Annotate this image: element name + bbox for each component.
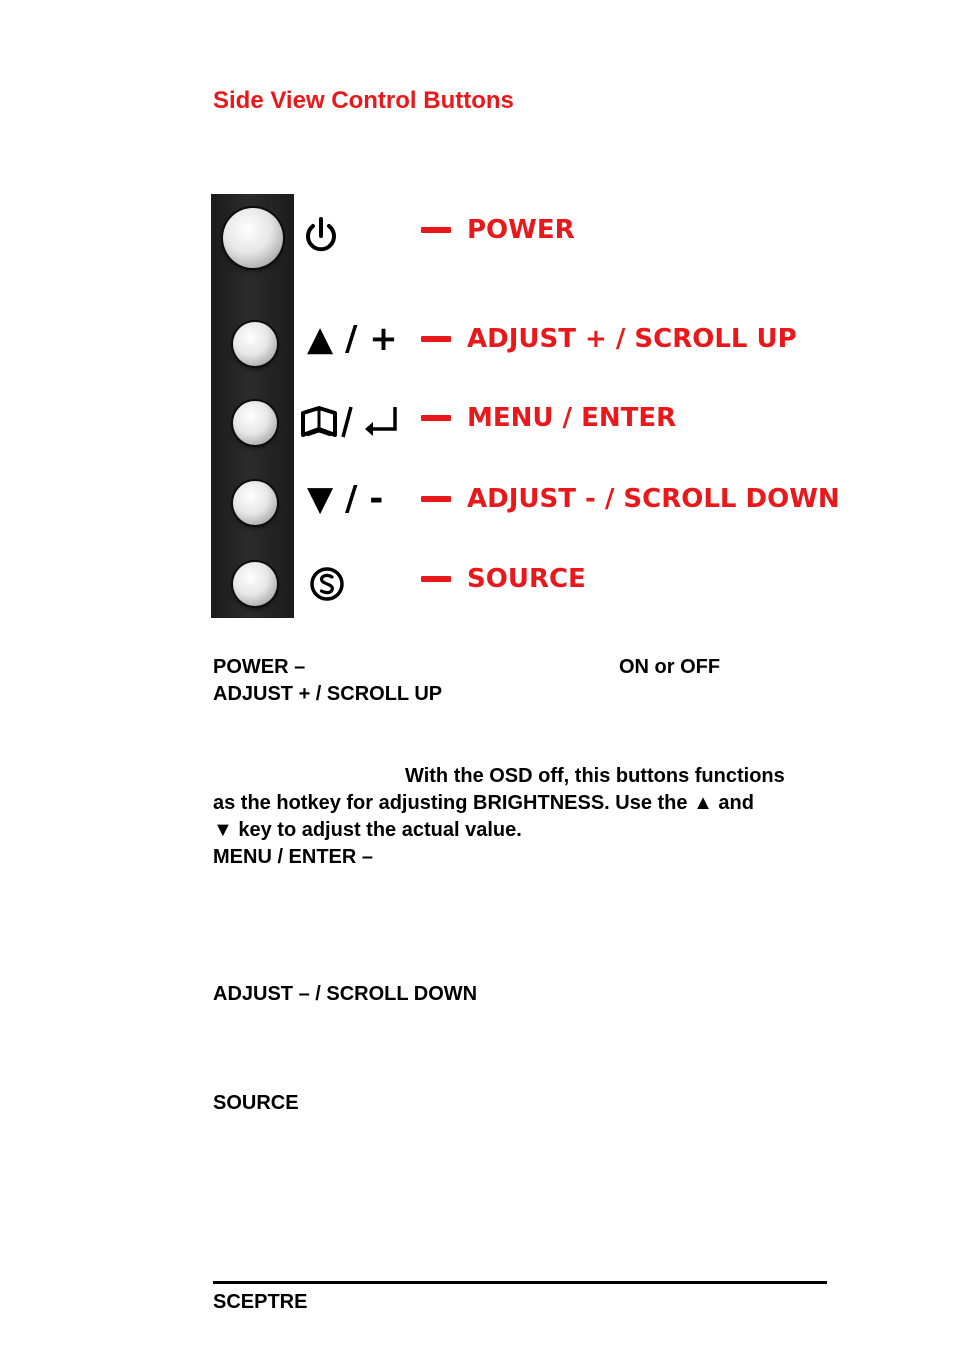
- callout-dash: [421, 576, 451, 582]
- callout-label-menu: MENU / ENTER: [467, 403, 677, 433]
- adjust-up-button[interactable]: [233, 322, 277, 366]
- callout-label-adjust-down: ADJUST - / SCROLL DOWN: [467, 484, 840, 514]
- footer-brand: SCEPTRE: [213, 1291, 308, 1313]
- power-state-text: ON or OFF: [619, 656, 721, 678]
- triangle-down-minus-icon: [307, 479, 384, 519]
- source-s-icon: [309, 566, 345, 602]
- page-title: Side View Control Buttons: [213, 87, 514, 114]
- adjust-down-heading: ADJUST – / SCROLL DOWN: [213, 983, 478, 1005]
- adjust-down-button[interactable]: [233, 481, 277, 525]
- callout-label-source: SOURCE: [467, 564, 586, 594]
- callout-source: [421, 562, 586, 596]
- callout-menu: [421, 401, 676, 435]
- callout-label-power: POWER: [467, 215, 575, 245]
- up-symbol: ▲ / +: [307, 319, 398, 359]
- menu-heading: MENU / ENTER –: [213, 846, 374, 868]
- callout-adjust-up: [421, 322, 797, 356]
- adjust-up-heading: ADJUST + / SCROLL UP: [213, 683, 443, 705]
- osd-text-line-1: With the OSD off, this buttons functions: [405, 765, 785, 787]
- side-buttons-diagram: [211, 194, 841, 618]
- osd-text-line-3: ▼ key to adjust the actual value.: [213, 819, 522, 841]
- menu-enter-button[interactable]: [233, 401, 277, 445]
- callout-dash: [421, 336, 451, 342]
- power-heading: POWER –: [213, 656, 306, 678]
- side-panel: [211, 194, 294, 618]
- power-icon: [303, 216, 339, 256]
- triangle-up-plus-icon: [307, 319, 398, 359]
- callout-power: [421, 213, 575, 247]
- callout-label-adjust-up: ADJUST + / SCROLL UP: [467, 324, 797, 354]
- source-button[interactable]: [233, 562, 277, 606]
- osd-text-line-2: as the hotkey for adjusting BRIGHTNESS. Use the ▲ and: [213, 792, 754, 814]
- power-button[interactable]: [223, 208, 283, 268]
- down-symbol: ▼ / -: [307, 479, 384, 519]
- footer-rule: [213, 1281, 827, 1284]
- callout-dash: [421, 415, 451, 421]
- callout-adjust-down: [421, 482, 840, 516]
- callout-dash: [421, 227, 451, 233]
- callout-dash: [421, 496, 451, 502]
- book-enter-icon: [299, 401, 403, 441]
- source-heading: SOURCE: [213, 1092, 299, 1114]
